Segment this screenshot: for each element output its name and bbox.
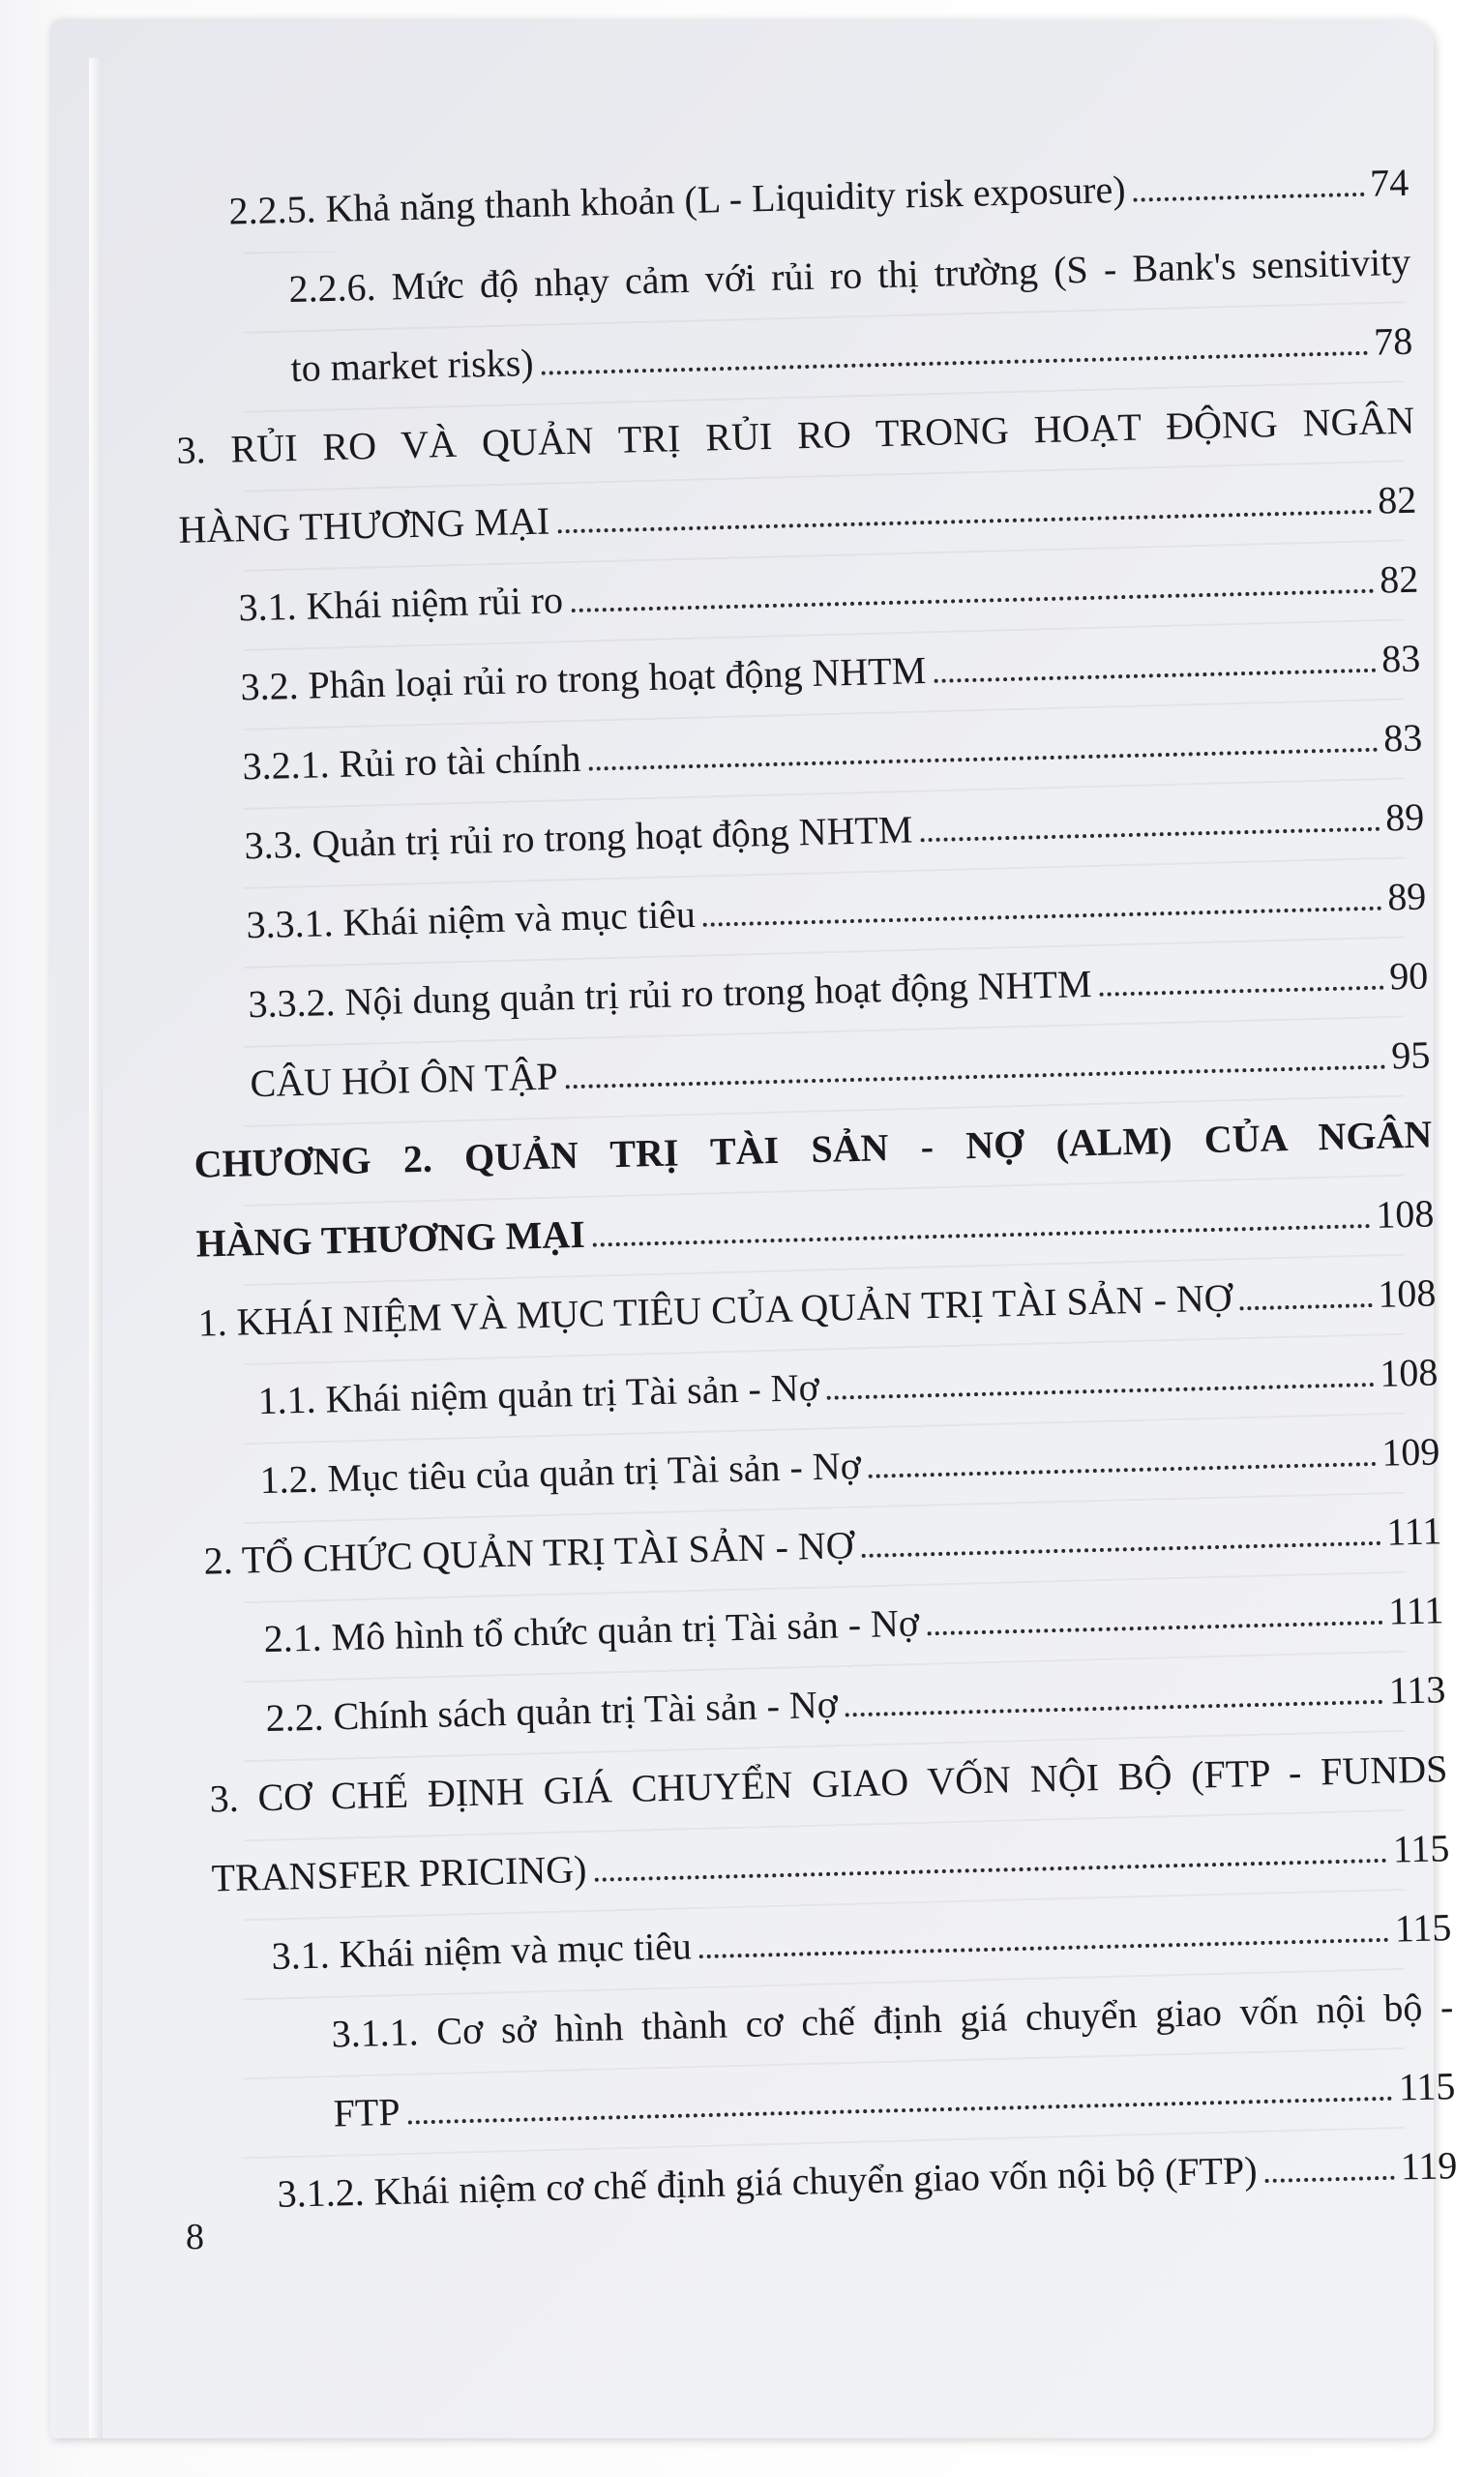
toc-entry-title: 3.3.1. Khái niệm và mục tiêu	[246, 891, 697, 947]
toc-entry-c2-1-2	[201, 1428, 1440, 1505]
toc-entry-c2-3-1-1	[215, 1984, 1456, 2139]
toc-entry-title: 1. KHÁI NIỆM VÀ MỤC TIÊU CỦA QUẢN TRỊ TÀI SẢN - NỢ	[197, 1275, 1233, 1345]
dot-leader	[927, 1621, 1382, 1636]
toc-entry-c2-1	[197, 1269, 1437, 1346]
toc-entry-page: 108	[1377, 1270, 1437, 1316]
toc-chapter-2	[193, 1111, 1435, 1267]
toc-entry-title: 2. TỔ CHỨC QUẢN TRỊ TÀI SẢN - NỢ	[203, 1523, 855, 1583]
dot-leader	[869, 1462, 1377, 1478]
toc-entry-page: 74	[1369, 160, 1410, 205]
toc-entry-c2-3	[209, 1746, 1450, 1901]
toc-entry-title-line1: 3.1.1. Cơ sở hình thành cơ chế định giá chuyển giao vốn nội bộ -	[331, 1985, 1454, 2056]
dot-leader	[1240, 1303, 1373, 1310]
toc-entry-c2-1-1	[199, 1349, 1439, 1425]
toc-entry-title: 3.2. Phân loại rủi ro trong hoạt động NHTM	[240, 648, 927, 709]
toc-entry-page: 115	[1392, 1826, 1450, 1871]
dot-leader	[1100, 986, 1384, 997]
toc-entry-title-line2: to market risks)	[289, 340, 535, 391]
dot-leader	[921, 827, 1380, 843]
toc-entry-page: 82	[1377, 477, 1417, 522]
toc-entry-page: 109	[1380, 1429, 1440, 1475]
toc-entry-title-line2: TRANSFER PRICING)	[211, 1847, 587, 1900]
toc-entry-page: 78	[1373, 318, 1413, 364]
page-number: 8	[186, 2217, 204, 2257]
toc-entry-title-line2: FTP	[333, 2089, 401, 2135]
toc-entry-page: 108	[1375, 1191, 1435, 1237]
toc-entry-c2-2-2	[207, 1666, 1446, 1743]
toc-entry-page: 111	[1385, 1508, 1442, 1554]
chapter-title-line2: HÀNG THƯƠNG MẠI	[195, 1211, 586, 1266]
toc-entry-3	[176, 398, 1417, 553]
toc-entry-3-1	[180, 556, 1419, 633]
toc-entry-title-line1: 3. RỦI RO VÀ QUẢN TRỊ RỦI RO TRONG HOẠT ĐỘNG NGÂN	[176, 398, 1415, 472]
toc-entry-c2-2-1	[205, 1587, 1444, 1663]
toc-entry-2-2-6	[172, 239, 1413, 395]
toc-entry-title: 2.1. Mô hình tổ chức quản trị Tài sản - Nợ	[263, 1600, 920, 1661]
dot-leader	[542, 351, 1369, 375]
toc-entry-page: 90	[1388, 953, 1429, 999]
toc-entry-title: 2.2. Chính sách quản trị Tài sản - Nợ	[265, 1682, 839, 1741]
dot-leader	[862, 1541, 1381, 1558]
toc-entry-page: 89	[1384, 794, 1425, 840]
toc-entry-title: 2.2.5. Khả năng thanh khoản (L - Liquidity risk exposure)	[228, 166, 1127, 233]
toc-entry-title: 3.1. Khái niệm rủi ro	[238, 578, 564, 630]
toc-entry-title-line1: 3. CƠ CHẾ ĐỊNH GIÁ CHUYỂN GIAO VỐN NỘI BỘ (FTP - FUNDS	[209, 1746, 1448, 1821]
toc-entry-title: 3.1.2. Khái niệm cơ chế định giá chuyển giao vốn nội bộ (FTP)	[277, 2148, 1259, 2216]
dot-leader	[703, 907, 1382, 927]
dot-leader	[1134, 193, 1365, 202]
page-edge	[89, 58, 103, 2438]
toc-entry-c2-3-1-2	[219, 2142, 1458, 2219]
toc-entry-title: CÂU HỎI ÔN TẬP	[250, 1054, 559, 1106]
toc-entry-title: 1.2. Mục tiêu của quản trị Tài sản - Nợ	[259, 1443, 862, 1503]
dot-leader	[846, 1700, 1383, 1717]
toc-entry-c2-2	[203, 1507, 1442, 1584]
toc-entry-page: 108	[1379, 1350, 1439, 1395]
toc-entry-title: 3.3. Quản trị rủi ro trong hoạt động NHTM	[244, 807, 913, 868]
toc-entry-title: 3.1. Khái niệm và mục tiêu	[271, 1924, 693, 1978]
toc-entry-title: 3.2.1. Rủi ro tài chính	[242, 735, 581, 789]
toc-entry-3-3	[186, 794, 1425, 871]
toc-entry-title-line1: 2.2.6. Mức độ nhạy cảm với rủi ro thị trường (S - Bank's sensitivity	[287, 239, 1411, 312]
chapter-title-line1: CHƯƠNG 2. QUẢN TRỊ TÀI SẢN - NỢ (ALM) CỦA NGÂN	[193, 1112, 1433, 1186]
dot-leader	[934, 669, 1376, 683]
toc-entry-3-3-2	[190, 952, 1429, 1029]
toc-entry-page: 83	[1380, 636, 1421, 681]
toc-entry-page: 95	[1390, 1032, 1431, 1078]
dot-leader	[1265, 2176, 1395, 2183]
toc-entry-3-2-1	[184, 715, 1423, 791]
dot-leader	[557, 510, 1372, 534]
dot-leader	[589, 748, 1379, 771]
dot-leader	[566, 1065, 1386, 1089]
dot-leader	[827, 1383, 1375, 1400]
dot-leader	[408, 2097, 1393, 2125]
toc-entry-3-2	[182, 636, 1421, 712]
toc-entry-review-questions	[192, 1031, 1431, 1108]
table-of-contents	[170, 160, 1459, 2253]
dot-leader	[571, 589, 1374, 612]
toc-entry-page: 119	[1400, 2143, 1458, 2189]
toc-entry-page: 115	[1398, 2064, 1456, 2109]
toc-entry-page: 83	[1382, 715, 1423, 761]
toc-entry-title-line2: HÀNG THƯƠNG MẠI	[178, 498, 550, 552]
toc-entry-page: 89	[1386, 874, 1427, 919]
toc-entry-3-3-1	[188, 874, 1427, 950]
dot-leader	[593, 1224, 1371, 1247]
toc-entry-c2-3-1	[213, 1904, 1452, 1981]
toc-entry-page: 82	[1379, 556, 1419, 602]
toc-entry-title: 1.1. Khái niệm quản trị Tài sản - Nợ	[257, 1364, 820, 1423]
dot-leader	[595, 1859, 1387, 1882]
dot-leader	[699, 1938, 1389, 1958]
toc-entry-page: 113	[1388, 1667, 1446, 1713]
toc-entry-title: 3.3.2. Nội dung quản trị rủi ro trong hoạt động NHTM	[248, 961, 1093, 1027]
toc-entry-page: 115	[1394, 1905, 1452, 1951]
toc-entry-page: 111	[1387, 1588, 1444, 1633]
